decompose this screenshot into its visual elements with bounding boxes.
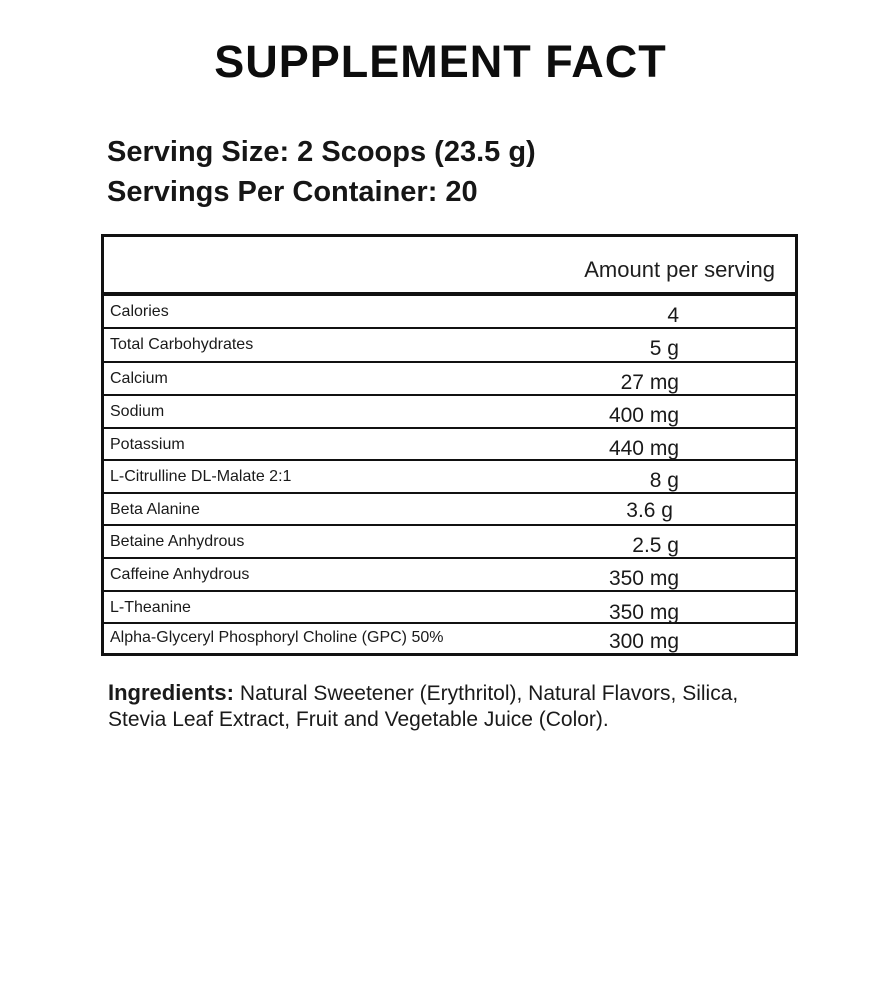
table-row	[104, 396, 795, 429]
table-row	[104, 624, 795, 657]
nutrient-amount: 350 mg	[608, 601, 679, 624]
amount-per-serving-header: Amount per serving	[584, 257, 775, 282]
nutrient-name: L-Citrulline DL-Malate 2:1	[110, 468, 292, 485]
nutrient-amount: 440 mg	[608, 437, 679, 460]
nutrient-name: Betaine Anhydrous	[110, 533, 245, 550]
table-row	[104, 296, 795, 329]
nutrient-amount: 3.6 g	[626, 499, 673, 522]
nutrient-amount: 5 g	[649, 337, 679, 360]
page-title: SUPPLEMENT FACT	[214, 36, 667, 87]
nutrient-name: Calcium	[110, 370, 168, 387]
nutrient-name: Caffeine Anhydrous	[110, 566, 250, 583]
nutrient-amount: 400 mg	[608, 404, 679, 427]
table-row	[104, 592, 795, 624]
table-row	[104, 363, 795, 396]
nutrient-name: Beta Alanine	[110, 501, 200, 518]
table-row	[104, 526, 795, 559]
table-row	[104, 559, 795, 592]
nutrient-name: L-Theanine	[110, 599, 191, 616]
nutrient-name: Potassium	[110, 436, 185, 453]
ingredients-text	[108, 680, 788, 733]
supplement-facts-table	[101, 234, 798, 656]
nutrient-name: Total Carbohydrates	[110, 336, 254, 353]
ingredients-label: Ingredients:	[108, 680, 234, 705]
nutrient-amount: 2.5 g	[632, 534, 679, 557]
servings-per-container: Servings Per Container: 20	[107, 176, 478, 208]
nutrient-name: Alpha-Glyceryl Phosphoryl Choline (GPC) 50%	[110, 629, 444, 646]
nutrient-amount: 350 mg	[608, 567, 679, 590]
nutrient-name: Calories	[110, 303, 169, 320]
nutrient-amount: 8 g	[649, 469, 679, 492]
nutrient-name: Sodium	[110, 403, 165, 420]
serving-size: Serving Size: 2 Scoops (23.5 g)	[107, 136, 536, 168]
table-row	[104, 494, 795, 526]
table-row	[104, 429, 795, 461]
table-row	[104, 329, 795, 363]
table-row	[104, 461, 795, 494]
table-header	[104, 237, 795, 296]
nutrient-amount: 27 mg	[620, 371, 679, 394]
nutrient-amount: 4	[667, 304, 679, 327]
nutrient-amount: 300 mg	[608, 630, 679, 653]
ingredients-list: Natural Sweetener (Erythritol), Natural Flavors, Silica, Stevia Leaf Extract, Fruit and Vegetable Juice (Color).	[108, 682, 739, 731]
